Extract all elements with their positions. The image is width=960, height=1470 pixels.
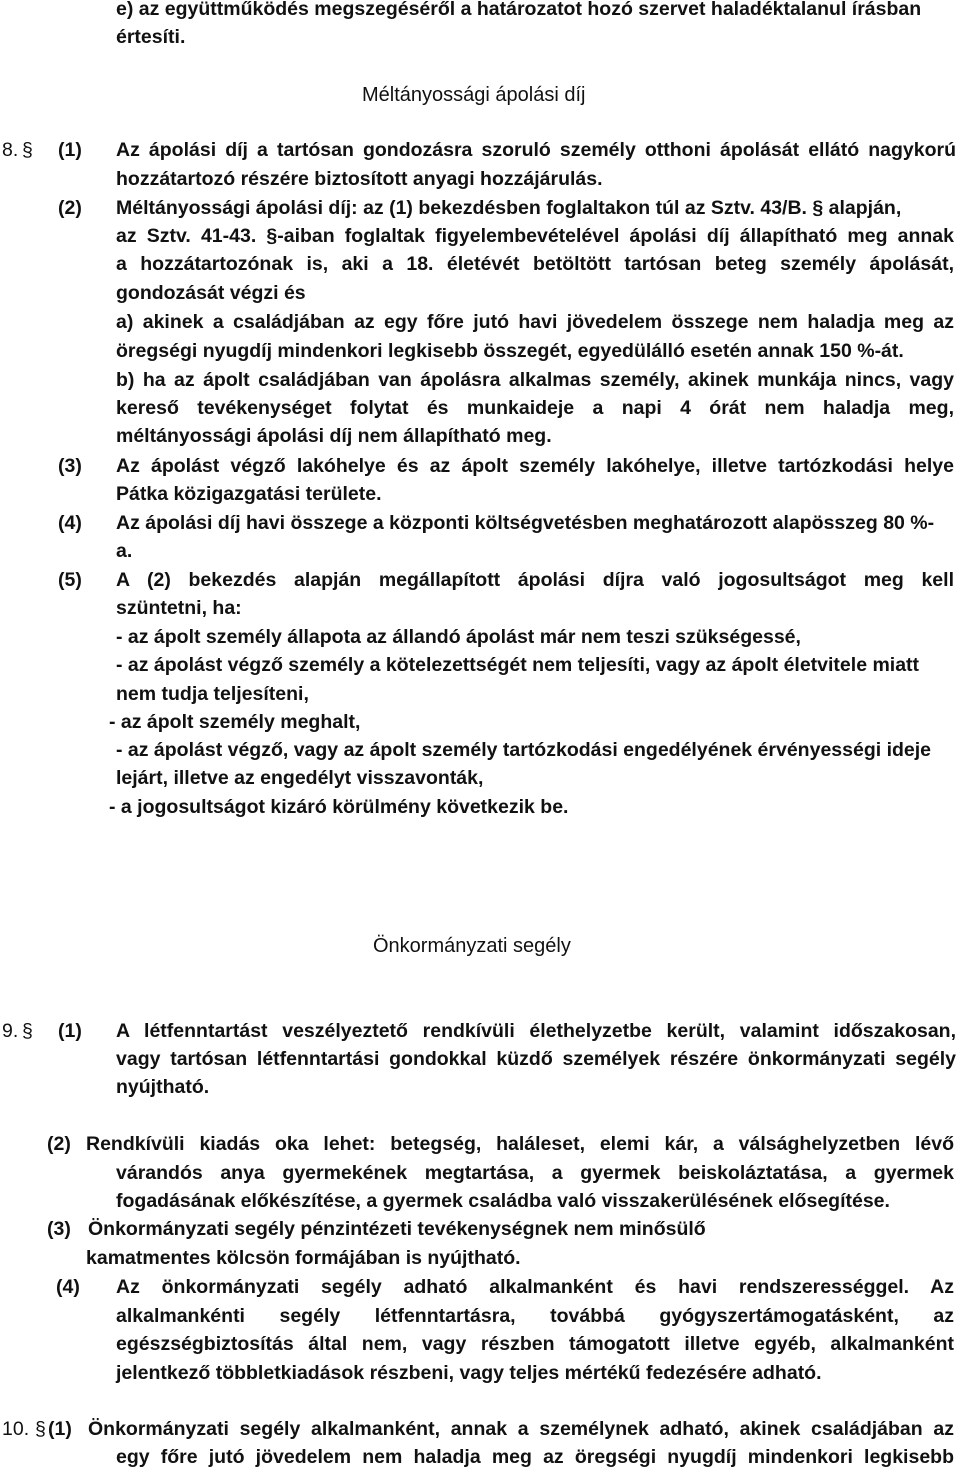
text-line: egészségbiztosítás által nem, vagy részben támogatott illetve egyéb, alkalmanként: [116, 1333, 954, 1355]
text-line: Rendkívüli kiadás oka lehet: betegség, haláleset, elemi kár, a válsághelyzetben lévő: [86, 1133, 954, 1155]
text-line: A (2) bekezdés alapján megállapított ápolási díjra való jogosultságot meg kell: [116, 569, 954, 591]
paragraph-number: (4): [58, 512, 82, 534]
text-line: kamatmentes kölcsön formájában is nyújtható.: [86, 1247, 521, 1269]
section-title: Önkormányzati segély: [373, 935, 571, 957]
text-line: értesíti.: [116, 26, 186, 48]
text-line: Méltányossági ápolási díj: az (1) bekezdésben foglaltakon túl az Sztv. 43/B. § alapján,: [116, 197, 902, 219]
section-number: 10.: [2, 1418, 30, 1440]
paragraph-number: (3): [47, 1218, 71, 1240]
list-item: - az ápolt személy állapota az állandó ápolást már nem teszi szükségessé,: [116, 626, 801, 648]
list-item: - a jogosultságot kizáró körülmény következik be.: [109, 796, 569, 818]
text-line: kereső tevékenységet folytat és munkaideje a napi 4 órát nem haladja meg,: [116, 397, 954, 419]
text-line: lejárt, illetve az engedélyt visszavonták,: [116, 767, 484, 789]
text-line: szüntetni, ha:: [116, 597, 242, 619]
text-line: vagy tartósan létfenntartási gondokkal küzdő személyek részére önkormányzati segély: [116, 1048, 956, 1070]
paragraph-number: (2): [47, 1133, 71, 1155]
text-line: Az ápolást végző lakóhelye és az ápolt személy lakóhelye, illetve tartózkodási helye: [116, 455, 954, 477]
text-line: méltányossági ápolási díj nem állapítható meg.: [116, 425, 552, 447]
text-line: A létfenntartást veszélyeztető rendkívüli élethelyzetbe került, valamint időszakosan,: [116, 1020, 956, 1042]
text-line: e) az együttműködés megszegéséről a határozatot hozó szervet haladéktalanul írásban: [116, 0, 922, 20]
text-line: a hozzátartozónak is, aki a 18. életévét betöltött tartósan beteg személy ápolását,: [116, 253, 954, 275]
paragraph-number: (5): [58, 569, 82, 591]
text-line: egy főre jutó jövedelem nem haladja meg az öregségi nyugdíj mindenkori legkisebb: [116, 1446, 954, 1468]
section-number: 9.: [2, 1020, 19, 1042]
text-line: Pátka közigazgatási területe.: [116, 483, 382, 505]
text-line: jelentkező többletkiadások részbeni, vagy teljes mértékű fedezésére adható.: [116, 1362, 822, 1384]
text-line: Az ápolási díj havi összege a központi költségvetésben meghatározott alapösszeg 80 %-: [116, 512, 935, 534]
text-line: Önkormányzati segély alkalmanként, annak a személynek adható, akinek családjában az: [88, 1418, 954, 1440]
text-line: várandós anya gyermekének megtartása, a gyermek beiskoláztatása, a gyermek: [116, 1162, 954, 1184]
list-item: - az ápolt személy meghalt,: [109, 711, 361, 733]
section-number: 8.: [2, 139, 19, 161]
text-line: fogadásának előkészítése, a gyermek családba való visszakerülésének elősegítése.: [116, 1190, 890, 1212]
paragraph-number: (4): [56, 1276, 80, 1298]
text-line: hozzátartozó részére biztosított anyagi hozzájárulás.: [116, 168, 603, 190]
text-line: az Sztv. 41-43. §-aiban foglaltak figyelembevételével ápolási díj állapítható meg annak: [116, 225, 954, 247]
text-line: a) akinek a családjában az egy főre jutó havi jövedelem összege nem haladja meg az: [116, 311, 954, 333]
list-item: - az ápolást végző, vagy az ápolt személy tartózkodási engedélyének érvényességi ideje: [116, 739, 932, 761]
paragraph-number: (3): [58, 455, 82, 477]
paragraph-number: (2): [58, 197, 82, 219]
text-line: Az ápolási díj a tartósan gondozásra szoruló személy otthoni ápolását ellátó nagykorú: [116, 139, 956, 161]
text-line: Az önkormányzati segély adható alkalmanként és havi rendszerességgel. Az: [116, 1276, 954, 1298]
text-line: a.: [116, 540, 133, 562]
section-title: Méltányossági ápolási díj: [362, 84, 586, 106]
text-line: nyújtható.: [116, 1076, 210, 1098]
text-line: alkalmankénti segély létfenntartásra, továbbá gyógyszertámogatásként, az: [116, 1305, 954, 1327]
text-line: öregségi nyugdíj mindenkori legkisebb összegét, egyedülálló esetén annak 150 %-át.: [116, 340, 904, 362]
paragraph-number: (1): [48, 1418, 72, 1440]
section-sign: §: [35, 1418, 46, 1440]
paragraph-number: (1): [58, 1020, 82, 1042]
section-sign: §: [22, 139, 33, 161]
section-sign: §: [22, 1020, 33, 1042]
list-item: - az ápolást végző személy a kötelezettségét nem teljesíti, vagy az ápolt életvitele miatt: [116, 654, 920, 676]
text-line: nem tudja teljesíteni,: [116, 683, 309, 705]
paragraph-number: (1): [58, 139, 82, 161]
text-line: gondozását végzi és: [116, 282, 306, 304]
text-line: b) ha az ápolt családjában van ápolásra alkalmas személy, akinek munkája nincs, vagy: [116, 369, 954, 391]
text-line: Önkormányzati segély pénzintézeti tevékenységnek nem minősülő: [88, 1218, 706, 1240]
